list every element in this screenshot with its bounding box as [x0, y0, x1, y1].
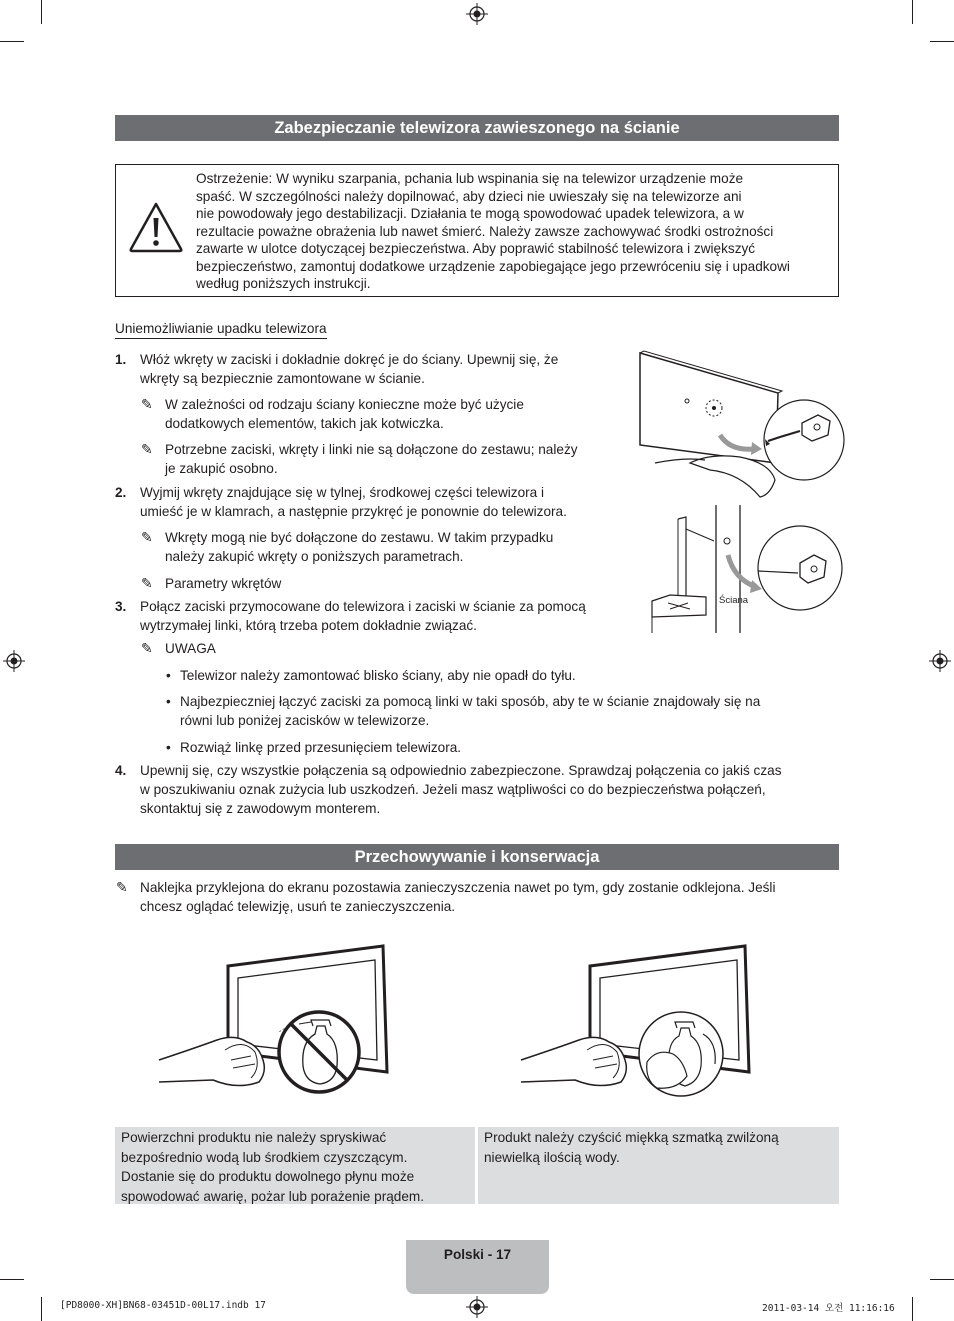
tv-wall-cable-illustration — [648, 505, 848, 635]
crop-mark — [930, 41, 954, 42]
crop-mark — [0, 1279, 24, 1280]
note-pencil-icon: ✎ — [141, 575, 153, 591]
note-text: Parametry wkrętów — [165, 576, 282, 591]
crop-mark — [41, 0, 42, 24]
subheading: Uniemożliwianie upadku telewizora — [115, 320, 327, 339]
step-text: Upewnij się, czy wszystkie połączenia są odpowiednio zabezpieczone. Sprawdzaj połączenia co jakiś czas — [140, 763, 782, 778]
bullet-text: Rozwiąż linkę przed przesunięciem telewizora. — [180, 740, 462, 755]
section-title-wall-safety: Zabezpieczanie telewizora zawieszonego na ścianie — [115, 115, 839, 141]
caption-line: niewielką ilością wody. — [484, 1149, 620, 1165]
bullet-dot: • — [166, 668, 171, 683]
no-spray-illustration — [155, 942, 395, 1112]
print-slug-left: [PD8000-XH]BN68-03451D-00L17.indb 17 — [60, 1300, 266, 1311]
warning-line: : W wyniku szarpania, pchania lub wspinania się na telewizor urządzenie może — [268, 171, 744, 186]
page-number: Polski - 17 — [443, 1247, 512, 1262]
note-text: Wkręty mogą nie być dołączone do zestawu. W takim przypadku — [165, 530, 554, 545]
warning-line: spaść. W szczególności należy dopilnować, aby dzieci nie uwieszały się na telewizorze ani — [196, 188, 742, 204]
registration-mark-icon — [466, 3, 488, 25]
step-number: 1. — [115, 352, 127, 367]
note-text: W zależności od rodzaju ściany konieczne może być użycie — [165, 397, 524, 412]
step-text: Połącz zaciski przymocowane do telewizora i zaciski w ścianie za pomocą — [140, 599, 586, 614]
registration-mark-icon — [929, 650, 951, 672]
step-number: 4. — [115, 763, 127, 778]
warning-line: zawarte w ulotce dotyczącej bezpieczeństwa. Aby poprawić stabilność telewizora i zwiększyć — [196, 241, 756, 256]
note-pencil-icon: ✎ — [141, 640, 153, 656]
note-pencil-icon: ✎ — [141, 441, 153, 457]
warning-text — [196, 170, 836, 293]
page-number-tab — [406, 1240, 549, 1294]
caption-line: Dostanie się do produktu dowolnego płynu może — [121, 1169, 415, 1184]
warning-line: nie powodowały jego destabilizacji. Działania te mogą spowodować upadek telewizora, a w — [196, 206, 744, 221]
bullet-dot: • — [166, 694, 171, 709]
note-heading: UWAGA — [165, 641, 216, 656]
crop-mark — [912, 0, 913, 24]
caption-line: bezpośrednio wodą lub środkiem czyszczącym. — [121, 1149, 408, 1165]
step-text: umieść je w klamrach, a następnie przykręć je ponownie do telewizora. — [140, 504, 567, 519]
note-text: dodatkowych elementów, takich jak kotwiczka. — [165, 416, 444, 431]
note-text: je zakupić osobno. — [165, 461, 278, 476]
crop-mark — [930, 1279, 954, 1280]
caption-soft-cloth — [478, 1127, 839, 1204]
note-text: Naklejka przyklejona do ekranu pozostawia zanieczyszczenia nawet po tym, gdy zostanie odklejona. Jeśli — [140, 880, 776, 895]
warning-triangle-icon — [128, 201, 184, 253]
step-text: Włóż wkręty w zaciski i dokładnie dokręć je do ściany. Upewnij się, że — [140, 352, 559, 367]
caption-no-spray — [115, 1127, 475, 1204]
warning-label: Ostrzeżenie — [196, 171, 269, 186]
note-pencil-icon: ✎ — [141, 396, 153, 412]
step-text: w poszukiwaniu oznak zużycia lub uszkodzeń. Jeżeli masz wątpliwości co do bezpieczeństwa połączeń, — [140, 782, 766, 797]
warning-line: według poniższych instrukcji. — [196, 276, 371, 291]
step-text: skontaktuj się z zawodowym monterem. — [140, 801, 381, 816]
section-title-storage-maintenance: Przechowywanie i konserwacja — [115, 844, 839, 870]
print-slug-right: 2011-03-14 오전 11:16:16 — [762, 1303, 895, 1314]
note-pencil-icon: ✎ — [141, 529, 153, 545]
caption-line: Produkt należy czyścić miękką szmatką zwilżoną — [484, 1130, 779, 1145]
warning-line: bezpieczeństwo, zamontuj dodatkowe urządzenie zapobiegające jego przewróceniu się i upadkowi — [196, 258, 790, 274]
caption-line: Powierzchni produktu nie należy spryskiwać — [121, 1130, 387, 1145]
registration-mark-icon — [3, 650, 25, 672]
step-text: Wyjmij wkręty znajdujące się w tylnej, środkowej części telewizora i — [140, 485, 545, 500]
wall-label: Ściana — [719, 595, 749, 606]
tv-wall-bracket-illustration — [630, 345, 845, 505]
bullet-text: Najbezpieczniej łączyć zaciski za pomocą linki w taki sposób, aby te w ścianie znajdowały się na — [180, 694, 761, 709]
crop-mark — [912, 1297, 913, 1321]
crop-mark — [0, 41, 24, 42]
step-text: wytrzymałej linki, którą trzeba potem dokładnie związać. — [140, 618, 477, 633]
crop-mark — [41, 1297, 42, 1321]
registration-mark-icon — [466, 1296, 488, 1318]
step-number: 2. — [115, 485, 127, 500]
note-text: chcesz oglądać telewizję, usuń te zanieczyszczenia. — [140, 899, 456, 914]
note-text: Potrzebne zaciski, wkręty i linki nie są dołączone do zestawu; należy — [165, 442, 578, 457]
warning-box — [115, 164, 839, 297]
caption-line: spowodować awarię, pożar lub porażenie prądem. — [121, 1188, 425, 1204]
bullet-text: równi lub poniżej zacisków w telewizorze. — [180, 713, 430, 728]
bullet-text: Telewizor należy zamontować blisko ściany, aby nie opadł do tyłu. — [180, 668, 576, 683]
note-text: należy zakupić wkręty o poniższych parametrach. — [165, 549, 464, 564]
bullet-dot: • — [166, 740, 171, 755]
warning-line: rezultacie poważne obrażenia lub nawet śmierć. Należy zawsze zachowywać środki ostrożności — [196, 223, 774, 239]
soft-cloth-illustration — [517, 942, 757, 1112]
step-number: 3. — [115, 599, 127, 614]
step-text: wkręty są bezpiecznie zamontowane w ścianie. — [140, 371, 425, 386]
note-pencil-icon: ✎ — [116, 879, 128, 895]
